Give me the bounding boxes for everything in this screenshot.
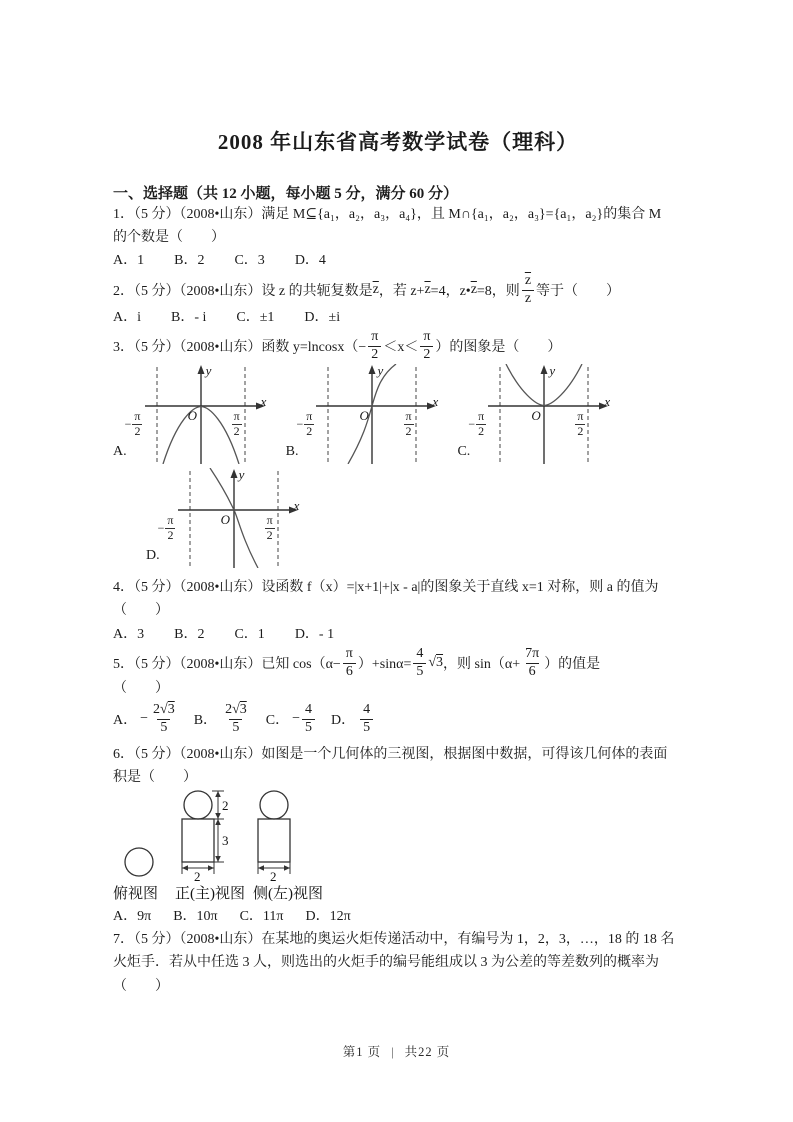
fraction: $\frac{2√3}{5}$ bbox=[153, 702, 175, 735]
option-b: B．10π bbox=[173, 909, 218, 924]
q5-text: ，则 sin（α+ bbox=[443, 657, 521, 672]
top-view-circle bbox=[125, 848, 153, 876]
graph-option-a bbox=[113, 364, 286, 464]
fraction: $\frac{4}{5}$ bbox=[360, 702, 373, 737]
question-1-line-2: 的个数是（ ） bbox=[113, 230, 225, 245]
option-d: D．4 bbox=[294, 253, 326, 268]
fraction-pi-over-2: $\frac{\pi}{2}$ bbox=[420, 329, 433, 364]
question-3-line bbox=[113, 326, 561, 366]
graph-d-plot bbox=[168, 468, 304, 568]
section-heading: 一、选择题（共 12 小题，每小题 5 分，满分 60 分） bbox=[113, 186, 459, 202]
figure-three-views bbox=[113, 786, 353, 904]
option-d: D．- 1 bbox=[294, 627, 335, 642]
tick-pi-over-2: $\frac{\pi}{2}$ bbox=[577, 409, 584, 438]
front-view-rect bbox=[182, 819, 214, 862]
question-6-options bbox=[113, 905, 351, 925]
option-c: C．±1 bbox=[236, 310, 275, 325]
option-a: A．1 bbox=[113, 253, 145, 268]
fraction-7pi-over-6: $\frac{7\pi}{6}$ bbox=[525, 645, 540, 679]
q5-text: ）+sinα= bbox=[357, 657, 412, 672]
answer-graph-d-row bbox=[113, 468, 319, 568]
tick-minus-pi-over-2: − $\frac{\pi}{2}$ bbox=[124, 409, 141, 438]
answer-graphs-row bbox=[113, 364, 629, 464]
z-conjugate: $\overline{z}$ bbox=[470, 282, 477, 297]
footer-page-number: 第1 页 bbox=[342, 1045, 382, 1059]
q5-text: ）的值是 bbox=[544, 657, 601, 672]
q3-text: 3．（5 分）（2008•山东）函数 y=lncosx（− bbox=[113, 340, 367, 355]
graph-b-plot bbox=[306, 364, 442, 464]
top-view-label: 俯视图 bbox=[113, 886, 159, 902]
option-d: D．12π bbox=[305, 909, 351, 924]
fraction: $\frac{4}{5}$ bbox=[302, 702, 315, 737]
question-5-line bbox=[113, 640, 600, 686]
exam-content bbox=[113, 0, 683, 1122]
option-b: B．- i bbox=[171, 310, 207, 325]
graph-d bbox=[157, 467, 304, 568]
question-5-line-2: （ ） bbox=[113, 681, 169, 696]
z-conjugate: $\overline{z}$ bbox=[372, 282, 379, 297]
question-6-line-2: 积是（ ） bbox=[113, 770, 197, 785]
footer-total-pages: 共22 页 bbox=[404, 1045, 451, 1059]
dim-circle-height: 2 bbox=[222, 798, 229, 813]
front-view-label: 正(主)视图 bbox=[175, 886, 245, 902]
graph-a-plot bbox=[135, 364, 271, 464]
origin-label: O bbox=[359, 408, 369, 423]
dim-rect-height: 3 bbox=[222, 833, 229, 848]
y-axis-label: y bbox=[549, 363, 556, 378]
tick-minus-pi-over-2: − $\frac{\pi}{2}$ bbox=[157, 513, 174, 542]
q2-text: 等于（ ） bbox=[536, 284, 621, 299]
q2-text: =8，则 bbox=[476, 284, 520, 299]
question-2-options bbox=[113, 306, 340, 326]
q2-text: 2．（5 分）（2008•山东）设 z 的共轭复数是 bbox=[113, 284, 373, 299]
fraction-zbar-over-z: $\frac{\overline{z}}{z}$ bbox=[522, 273, 534, 308]
origin-label: O bbox=[187, 408, 198, 423]
option-c: C．1 bbox=[234, 627, 265, 642]
graph-letter-a: A. bbox=[113, 444, 127, 459]
graph-b bbox=[296, 363, 442, 464]
option-a: A． − $\frac{2√3}{5}$ bbox=[113, 702, 180, 737]
option-d: D． $\frac{4}{5}$ bbox=[331, 702, 375, 737]
x-axis-label: x bbox=[260, 394, 267, 409]
option-c: C．11π bbox=[239, 909, 284, 924]
q3-text: ＜x＜ bbox=[383, 340, 419, 355]
x-axis-label: x bbox=[604, 394, 611, 409]
z-conjugate: $\overline{z}$ bbox=[424, 282, 431, 297]
footer-separator: | bbox=[391, 1045, 395, 1059]
graph-option-b bbox=[286, 364, 458, 464]
origin-label: O bbox=[531, 408, 541, 423]
option-b: B．2 bbox=[174, 253, 205, 268]
option-a: A．i bbox=[113, 310, 141, 325]
tick-pi-over-2: $\frac{\pi}{2}$ bbox=[405, 409, 412, 438]
y-axis-label: y bbox=[205, 363, 212, 378]
question-7-line-1: 7．（5 分）（2008•山东）在某地的奥运火炬传递活动中，有编号为 1，2，3，…，18 的 18 名 bbox=[113, 932, 675, 947]
y-axis-label: y bbox=[377, 363, 384, 378]
q5-text: 5．（5 分）（2008•山东）已知 cos（α− bbox=[113, 657, 341, 672]
question-5-options bbox=[113, 702, 375, 737]
question-7-line-3: （ ） bbox=[113, 979, 169, 994]
option-a: A．3 bbox=[113, 627, 145, 642]
front-view-circle bbox=[184, 791, 212, 819]
option-d: D．±i bbox=[304, 310, 341, 325]
question-4-line-1: 4．（5 分）（2008•山东）设函数 f（x）=|x+1|+|x - a|的图象关于直线 x=1 对称，则 a 的值为 bbox=[113, 580, 659, 595]
question-7-line-2: 火炬手．若从中任选 3 人，则选出的火炬手的编号能组成以 3 为公差的等差数列的概率为 bbox=[113, 955, 659, 970]
tick-minus-pi-over-2: − $\frac{\pi}{2}$ bbox=[296, 409, 313, 438]
graph-option-c bbox=[457, 364, 629, 464]
side-view-label: 侧(左)视图 bbox=[253, 886, 323, 902]
footer-page-indicator bbox=[0, 1042, 793, 1060]
q2-text: =4，z• bbox=[430, 284, 471, 299]
fraction-pi-over-2: $\frac{\pi}{2}$ bbox=[368, 329, 381, 364]
minus-sign: − bbox=[140, 711, 149, 727]
graph-c bbox=[468, 363, 614, 464]
question-4-line-2: （ ） bbox=[113, 603, 169, 618]
side-view-circle bbox=[260, 791, 288, 819]
sqrt-radicand: 3 bbox=[436, 655, 444, 670]
fraction: $\frac{2√3}{5}$ bbox=[225, 702, 247, 735]
option-a: A．9π bbox=[113, 909, 152, 924]
tick-pi-over-2: $\frac{\pi}{2}$ bbox=[266, 513, 273, 542]
x-axis-label: x bbox=[432, 394, 439, 409]
tick-pi-over-2: $\frac{\pi}{2}$ bbox=[233, 409, 240, 438]
graph-option-d bbox=[146, 468, 319, 568]
sqrt-sign: √ bbox=[428, 655, 437, 670]
fraction-4-over-5: $\frac{4}{5}$ bbox=[413, 646, 426, 681]
fraction-pi-over-6: $\frac{\pi}{6}$ bbox=[343, 646, 356, 681]
page-title: 2008 年山东省高考数学试卷（理科） bbox=[217, 130, 579, 154]
tick-minus-pi-over-2: − $\frac{\pi}{2}$ bbox=[468, 409, 485, 438]
question-1-line-1: 1．（5 分）（2008•山东）满足 M⊆{a₁，a₂，a₃，a₄}，且 M∩{a₁，a₂，a₃}={a₁，a₂}的集合 M bbox=[113, 207, 662, 222]
origin-label: O bbox=[220, 512, 231, 527]
dim-side-width: 2 bbox=[270, 869, 277, 884]
graph-letter-d: D. bbox=[146, 548, 160, 563]
q3-text: ）的图象是（ ） bbox=[435, 340, 562, 355]
graph-a bbox=[124, 363, 271, 464]
x-axis-label: x bbox=[293, 498, 300, 513]
option-b: B．2 bbox=[174, 627, 205, 642]
minus-sign: − bbox=[292, 711, 300, 727]
question-6-line-1: 6．（5 分）（2008•山东）如图是一个几何体的三视图，根据图中数据，可得该几何体的表面 bbox=[113, 747, 668, 762]
q2-text: ，若 z+ bbox=[378, 284, 425, 299]
graph-letter-b: B. bbox=[285, 444, 299, 459]
y-axis-label: y bbox=[238, 467, 245, 482]
option-b: B． $\frac{2√3}{5}$ bbox=[194, 702, 252, 737]
graph-c-plot bbox=[478, 364, 614, 464]
option-c: C．3 bbox=[234, 253, 265, 268]
dim-front-width: 2 bbox=[194, 869, 201, 884]
three-views-drawing bbox=[113, 786, 353, 904]
side-view-rect bbox=[258, 819, 290, 862]
option-c: C． − $\frac{4}{5}$ bbox=[266, 702, 317, 737]
graph-letter-c: C. bbox=[457, 444, 471, 459]
